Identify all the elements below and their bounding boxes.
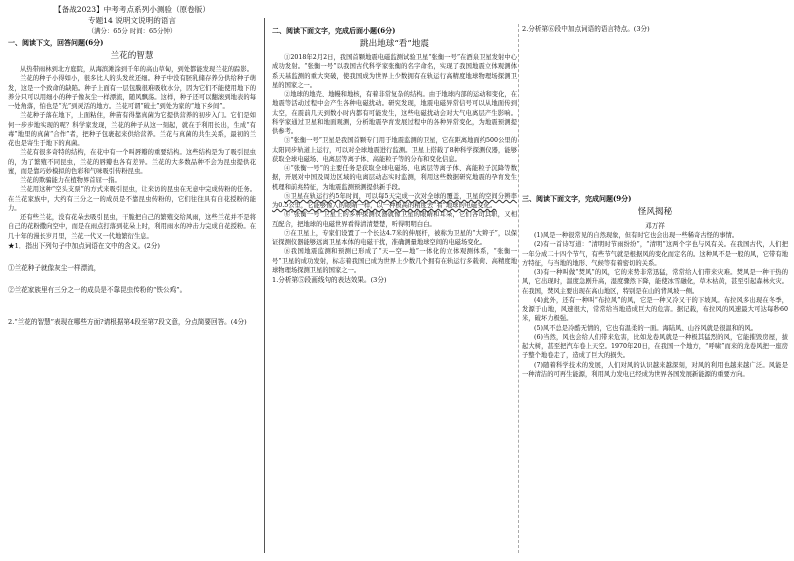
paragraph: (1)风是一种很常见的自然现象，但有时它也会出现一些稀奇古怪的事情。 [534,232,739,239]
paragraph: 还有些兰花，没有花朵去吸引昆虫，干脆把自己的繁殖交给风雨，这些兰花并不是将自己的花粉撒向空中，而是在雨点打落到花朵上时，利用雨水的冲击力完成自花授粉。在几十年的漫长岁月里，兰花一代又一代地繁衍生息。 [8,214,256,240]
paragraph: ⑥“张衡一号”卫星上的多种探测仪器就像卫星的眼睛和耳朵，它们各司其职，又相互配合，把地球的电磁世界看得清清楚楚，听得明明白白。 [272,211,517,228]
section-2-title: 跳出地球“看”地震 [360,39,429,49]
section-1-heading: 一、阅读下文，回答问题(6分) [8,38,104,47]
doc-meta: （满分：65分 时间：65分钟） [87,27,177,35]
paragraph: ⑧我国地震监测和预测已形成了“天—空—地”一体化的立体观测体系，“张衡一号”卫星的成功发射，标志着我国已成为世界上少数几个拥有在轨运行多载荷、高精度地球物理场探测卫星的国家之一。 [272,248,517,274]
paragraph: (4)此外，还有一种叫“布拉风”的风，它是一种又冷又干的下坡风。布拉风多出现在冬季，发源于山地，风速很大，常常给当地造成巨大的危害。据记载，布拉风的风速最大可达每秒60米，破坏力极强。 [522,296,788,323]
paragraph: (7)随着科学技术的发展，人们对风的认识越来越深刻，对风的利用也越来越广泛。风能是一种清洁的可再生能源，利用风力发电已经成为世界各国发展新能源的重要方向。 [522,361,788,378]
column-left [8,4,256,555]
paragraph: ②地球的地壳、地幔和地核，有着非常复杂的结构。由于地球内部的运动和变化，在地震等活动过程中会产生各种电磁扰动。研究发现，地震电磁异常信号可以从地面传到太空，在震前几天到数小时内都有可能发生，这些电磁扰动会对大气电离层产生影响。科学家通过卫星和地面观测，分析地震孕育发展过程中的各种异常变化，为地震预测提供参考。 [272,91,517,135]
question-1: ★1．指出下列句子中加点词语在文中的含义。(2分) [8,241,161,250]
section-3-author: 邓万祥 [645,222,665,230]
question-1a: ①兰花种子就像灰尘一样漂流， [8,263,101,272]
paragraph: 兰花有很多奇特的结构，在花中有一个叫唇瓣的重要结构。这些结构是为了吸引昆虫的，为了繁殖不同昆虫，兰花的唇瓣也各有差异。兰花的大多数品种不会为昆虫提供花蜜，而是靠巧妙模拟的色彩和气味吸引传粉昆虫。 [8,149,256,175]
question-1b: ②兰花家族里有三分之一的成员是不靠昆虫传粉的“铁公鸡”。 [8,285,187,294]
paragraph: (2)有一首诗写道：“清明时节雨纷纷”，“清明”这两个字也与风有关。在我国古代，人们把一年分成二十四个节气，有些节气就是根据风的变化而定名的。这种风不是一般的风，它带有地方特征，与当地的地形、气候等有着密切的关系。 [522,241,788,267]
paragraph: 从热带雨林到北方庭院，从海滨滩涂到千年的高山草甸，到处都能发现兰花的踪影。 [20,66,253,73]
paragraph: (6)当然，风也会给人们带来危害，比如龙卷风就是一种极其猛烈的风，它能摧毁房屋，拔起大树，甚至把汽车卷上天空。1970年20日，在我国一个地方，“呼啸”而来的龙卷风把一座房子整个地卷走了，造成了巨大的损失。 [522,333,788,360]
section-2-question-1: 1.分析第⑤段画线句的表达效果。(3分) [272,276,387,284]
paragraph: 兰花的种子小得如小，很多比人的头发丝还细。种子中没有胚乳储存养分供给种子萌发，这是一个致命的缺陷。种子上面有一层包膜很难吸收水分，因为它们不能使用地下的养分只可以用细小的种子像灰尘一样漂流，随风飘荡。这样，种子还可以翻滚到地表的每一处角落，怕也是“光”到灵活的地方。兰花可谓“破土”到处为家的“地下乡间”。 [8,75,256,110]
section-2-heading: 二、阅读下面文字，完成后面小题(6分) [272,26,396,35]
section-1-title: 兰花的智慧 [110,51,154,61]
column-right [522,24,788,555]
paragraph: ①2018年2月2日，我国首颗地震电磁监测试验卫星“张衡一号”在酒泉卫星发射中心成功发射。“张衡一号”以我国古代科学家张衡的名字命名，实现了我国地震立体观测体系天基监测的重大突破，使我国成为世界上少数拥有在轨运行高精度地球物理场探测卫星的国家之一。 [272,54,517,89]
question-2: 2.“兰花的智慧”表现在哪些方面?请根据第4段至第7段文意，分点简要回答。(4分) [8,317,247,326]
section-3-title: 怪风揭秘 [637,207,673,217]
column-divider-right [518,24,519,553]
section-3-heading: 三、阅读下面文字，完成问题(9分) [522,194,632,203]
paragraph: ④“张衡一号”的主要任务是获取全球电磁场、电离层等离子体、高能粒子沉降等数据，开展对中国及周边区域的电离层动态实时监测，利用这些数据研究地震的孕育发生机理和前兆特征，为地震监测预测提供新手段。 [272,165,517,191]
section-2-question-2: 2.分析第⑥段中加点词语的语言特点。(3分) [522,25,650,33]
doc-title: 【备战2023】中考考点系列小测验（原卷版） [53,5,210,14]
column-divider-left [264,18,265,553]
paragraph: 兰花用这种“空头支票”的方式来吸引昆虫，让来访的昆虫在无意中完成传粉的任务。在兰花家族中，大约有三分之一的成员是不靠昆虫传粉的，它们往往具有自花授粉的能力。 [8,186,256,212]
paragraph: 兰花种子落在地下，上面粘住，种苗有得靠真菌为它提供营养的初步入门。它们是如何一步步地实现的呢？科学家发现，兰花的种子从这一刻起，就在于利用长出，生成“有毒”地里的真菌“合作”者，把种子包裹起来供给营养。兰花与真菌的共生关系，最初的兰花也是寄生于地下的真菌。 [8,112,256,147]
paragraph: (5)风不总是冷酷无情的，它也有温柔的一面。海陆风、山谷风就是很温和的风。 [534,324,758,332]
doc-subtitle: 专题14 说明文说明的语言 [87,16,176,25]
column-middle [272,24,517,555]
paragraph: 兰花的欺骗能力在植物界首屈一指。 [20,177,121,184]
paragraph: (3)有一种叫做“焚风”的风，它的来势非常迅猛，常常给人们带来灾难。焚风是一种干热的风，它出现时，温度急剧升高，湿度骤然下降，能使冰雪融化，草木枯黄，甚至引起森林火灾。在我国，焚风主要出现在高山地区，特别是在山的背风坡一侧。 [522,269,788,295]
paragraph: ③“张衡一号”卫星是我国首颗专门用于地震监测的卫星，它在距离地面约500公里的太阳同步轨道上运行，可以对全球地震进行监测。卫星上搭载了8种科学探测仪器，能够获取全球电磁场、电离层等离子体、高能粒子等的分布和变化信息。 [272,137,517,163]
underlined-paragraph: ⑤卫星在轨运行约5年时间，可以每5天完成一次对全球的覆盖，卫星的空间分辨率为0.5公里，它能够像人的眼睛一样，以一种极高的精度去“看”地球的电磁变化。 [272,192,517,209]
paragraph: ⑦在卫星上，专家们设置了一个长达4.7米的伸展杆，被称为卫星的“大辫子”，以保证探测仪器能够远离卫星本体的电磁干扰，准确测量地球空间的电磁场变化。 [272,229,517,246]
